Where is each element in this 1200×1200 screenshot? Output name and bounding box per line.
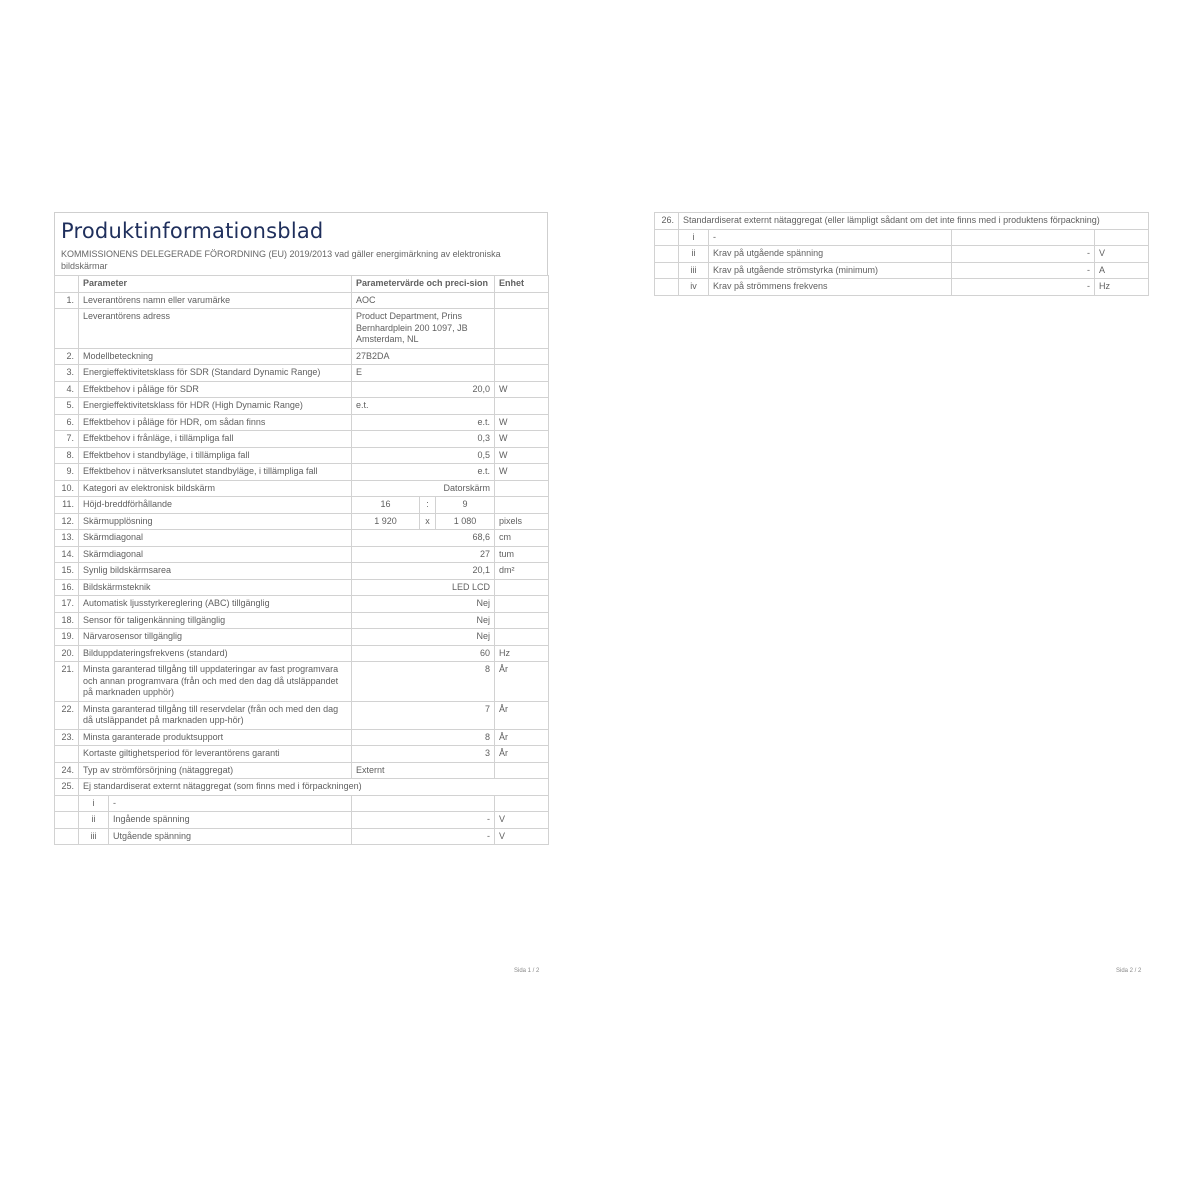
row-number [55,828,79,845]
row-parameter: Standardiserat externt nätaggregat (eller lämpligt sådant om det inte finns med i produktens förpackning) [679,213,1149,230]
row-parameter: Automatisk ljusstyrkereglering (ABC) tillgänglig [79,596,352,613]
row-value: AOC [352,292,495,309]
row-unit: År [495,729,549,746]
row-unit: Hz [1095,279,1149,296]
row-number: 17. [55,596,79,613]
table-row [55,762,549,779]
header-unit: Enhet [495,276,549,293]
row-number: 18. [55,612,79,629]
row-unit: W [495,431,549,448]
table-row [55,292,549,309]
row-parameter: Ingående spänning [109,812,352,829]
header-value: Parametervärde och preci-sion [352,276,495,293]
row-number: 4. [55,381,79,398]
parameter-table [54,275,549,845]
row-number: 15. [55,563,79,580]
table-row [55,563,549,580]
table-row [55,701,549,729]
row-number [55,309,79,349]
row-value: Nej [352,612,495,629]
row-number: 9. [55,464,79,481]
table-row [55,795,549,812]
row-unit: W [495,464,549,481]
row-number: 16. [55,579,79,596]
sheet-page-1 [54,212,548,845]
row-parameter: Kortaste giltighetsperiod för leverantörens garanti [79,746,352,763]
row-parameter: - [709,229,952,246]
table-row [55,414,549,431]
row-roman: ii [79,812,109,829]
row-unit: W [495,414,549,431]
row-number: 6. [55,414,79,431]
header-parameter: Parameter [79,276,352,293]
row-unit [495,292,549,309]
row-number [655,279,679,296]
row-number: 23. [55,729,79,746]
row-unit: År [495,701,549,729]
row-value: 27 [352,546,495,563]
row-value: 68,6 [352,530,495,547]
row-parameter: Leverantörens namn eller varumärke [79,292,352,309]
row-value: 20,0 [352,381,495,398]
row-parameter: Effektbehov i nätverksanslutet standbyläge, i tillämpliga fall [79,464,352,481]
table-row [55,812,549,829]
row-parameter: - [109,795,352,812]
row-parameter: Effektbehov i frånläge, i tillämpliga fall [79,431,352,448]
row-parameter: Minsta garanterad tillgång till reservdelar (från och med den dag då utsläppandet på marknaden upp-hör) [79,701,352,729]
row-value-sep: x [420,513,436,530]
row-value: Product Department, Prins Bernhardplein 200 1097, JB Amsterdam, NL [352,309,495,349]
page-number-1: Sida 1 / 2 [514,968,540,974]
table-row [655,279,1149,296]
table-row [55,530,549,547]
row-number: 1. [55,292,79,309]
row-value: e.t. [352,398,495,415]
row-value: Externt [352,762,495,779]
table-row [55,596,549,613]
table-row [55,645,549,662]
row-parameter: Effektbehov i påläge för SDR [79,381,352,398]
row-parameter: Synlig bildskärmsarea [79,563,352,580]
table-row [55,629,549,646]
row-unit: W [495,381,549,398]
row-number [55,746,79,763]
row-value: 20,1 [352,563,495,580]
table-row [55,365,549,382]
row-parameter: Effektbehov i påläge för HDR, om sådan finns [79,414,352,431]
table-row [55,398,549,415]
row-number [655,229,679,246]
row-unit: V [1095,246,1149,263]
table-row [55,612,549,629]
row-unit [495,579,549,596]
row-value: Nej [352,629,495,646]
row-value-a: 16 [352,497,420,514]
row-number: 10. [55,480,79,497]
row-unit [495,309,549,349]
row-unit: V [495,812,549,829]
row-unit [495,596,549,613]
row-number: 8. [55,447,79,464]
row-parameter: Skärmupplösning [79,513,352,530]
table-row [55,779,549,796]
row-value: 8 [352,729,495,746]
row-value: 7 [352,701,495,729]
row-unit [495,365,549,382]
power-supply-table [654,212,1149,296]
row-value [352,795,495,812]
row-number [655,262,679,279]
table-row [55,513,549,530]
row-parameter: Skärmdiagonal [79,546,352,563]
row-unit: pixels [495,513,549,530]
row-unit: År [495,746,549,763]
row-parameter: Minsta garanterad tillgång till uppdateringar av fast programvara och annan programvara (från och med den dag då utsläppandet på marknaden upphör) [79,662,352,702]
row-number: 12. [55,513,79,530]
row-value: 0,5 [352,447,495,464]
row-parameter: Bildskärmsteknik [79,579,352,596]
row-unit [495,795,549,812]
row-number: 24. [55,762,79,779]
row-unit: cm [495,530,549,547]
row-value: e.t. [352,414,495,431]
header-no-cell [55,276,79,293]
row-parameter: Minsta garanterade produktsupport [79,729,352,746]
row-value: e.t. [352,464,495,481]
row-number: 22. [55,701,79,729]
sheet-page-2 [654,212,1148,296]
row-number: 25. [55,779,79,796]
row-unit [495,348,549,365]
row-number: 13. [55,530,79,547]
row-value: E [352,365,495,382]
row-number: 21. [55,662,79,702]
row-value: - [952,246,1095,263]
row-unit: År [495,662,549,702]
row-roman: iii [679,262,709,279]
table-row [55,746,549,763]
row-value [952,229,1095,246]
row-number: 3. [55,365,79,382]
row-value: 0,3 [352,431,495,448]
row-parameter: Sensor för taligenkänning tillgänglig [79,612,352,629]
table-row [55,447,549,464]
row-roman: i [79,795,109,812]
row-number: 11. [55,497,79,514]
table-row [55,309,549,349]
row-unit: W [495,447,549,464]
row-value: - [352,828,495,845]
table-header-row [55,276,549,293]
row-parameter: Leverantörens adress [79,309,352,349]
row-number: 2. [55,348,79,365]
row-roman: iii [79,828,109,845]
row-number: 26. [655,213,679,230]
row-number: 14. [55,546,79,563]
row-unit: Hz [495,645,549,662]
page-title: Produktinformationsblad [61,219,324,243]
table-row [55,497,549,514]
row-parameter: Utgående spänning [109,828,352,845]
row-unit [495,497,549,514]
row-value-sep: : [420,497,436,514]
row-number [55,812,79,829]
row-number [55,795,79,812]
page-number-2: Sida 2 / 2 [1116,968,1142,974]
row-number: 20. [55,645,79,662]
table-row [55,828,549,845]
table-row [55,579,549,596]
row-unit: A [1095,262,1149,279]
row-unit [495,398,549,415]
table-row [55,546,549,563]
row-unit [495,629,549,646]
row-parameter: Energieffektivitetsklass för SDR (Standard Dynamic Range) [79,365,352,382]
row-value-a: 1 920 [352,513,420,530]
row-parameter: Krav på utgående spänning [709,246,952,263]
row-value-b: 1 080 [436,513,495,530]
row-value: Datorskärm [352,480,495,497]
row-number: 5. [55,398,79,415]
table-row [55,662,549,702]
row-parameter: Höjd-breddförhållande [79,497,352,514]
row-value: 60 [352,645,495,662]
table-row [55,381,549,398]
row-parameter: Ej standardiserat externt nätaggregat (som finns med i förpackningen) [79,779,549,796]
row-unit: V [495,828,549,845]
row-value: - [952,279,1095,296]
table-row [655,229,1149,246]
table-row [655,262,1149,279]
row-unit: dm² [495,563,549,580]
sheet-header [54,212,548,275]
table-row [55,431,549,448]
row-number: 19. [55,629,79,646]
row-roman: ii [679,246,709,263]
row-value: Nej [352,596,495,613]
row-roman: iv [679,279,709,296]
table-header-row [655,213,1149,230]
row-value: 8 [352,662,495,702]
row-value: 27B2DA [352,348,495,365]
row-roman: i [679,229,709,246]
row-number [655,246,679,263]
row-unit [495,612,549,629]
row-unit [1095,229,1149,246]
row-parameter: Modellbeteckning [79,348,352,365]
row-parameter: Effektbehov i standbyläge, i tillämpliga fall [79,447,352,464]
table-row [655,246,1149,263]
row-parameter: Skärmdiagonal [79,530,352,547]
row-unit [495,762,549,779]
table-row [55,480,549,497]
row-parameter: Bilduppdateringsfrekvens (standard) [79,645,352,662]
row-value-b: 9 [436,497,495,514]
row-parameter: Närvarosensor tillgänglig [79,629,352,646]
row-value: LED LCD [352,579,495,596]
table-row [55,729,549,746]
table-row [55,348,549,365]
row-parameter: Krav på strömmens frekvens [709,279,952,296]
table-row [55,464,549,481]
row-unit: tum [495,546,549,563]
row-parameter: Energieffektivitetsklass för HDR (High Dynamic Range) [79,398,352,415]
row-number: 7. [55,431,79,448]
row-parameter: Kategori av elektronisk bildskärm [79,480,352,497]
row-parameter: Typ av strömförsörjning (nätaggregat) [79,762,352,779]
row-value: - [352,812,495,829]
row-unit [495,480,549,497]
row-parameter: Krav på utgående strömstyrka (minimum) [709,262,952,279]
regulation-subtitle: KOMMISSIONENS DELEGERADE FÖRORDNING (EU) 2019/2013 vad gäller energimärkning av elektroniska bildskärmar [61,249,501,271]
row-value: 3 [352,746,495,763]
row-value: - [952,262,1095,279]
